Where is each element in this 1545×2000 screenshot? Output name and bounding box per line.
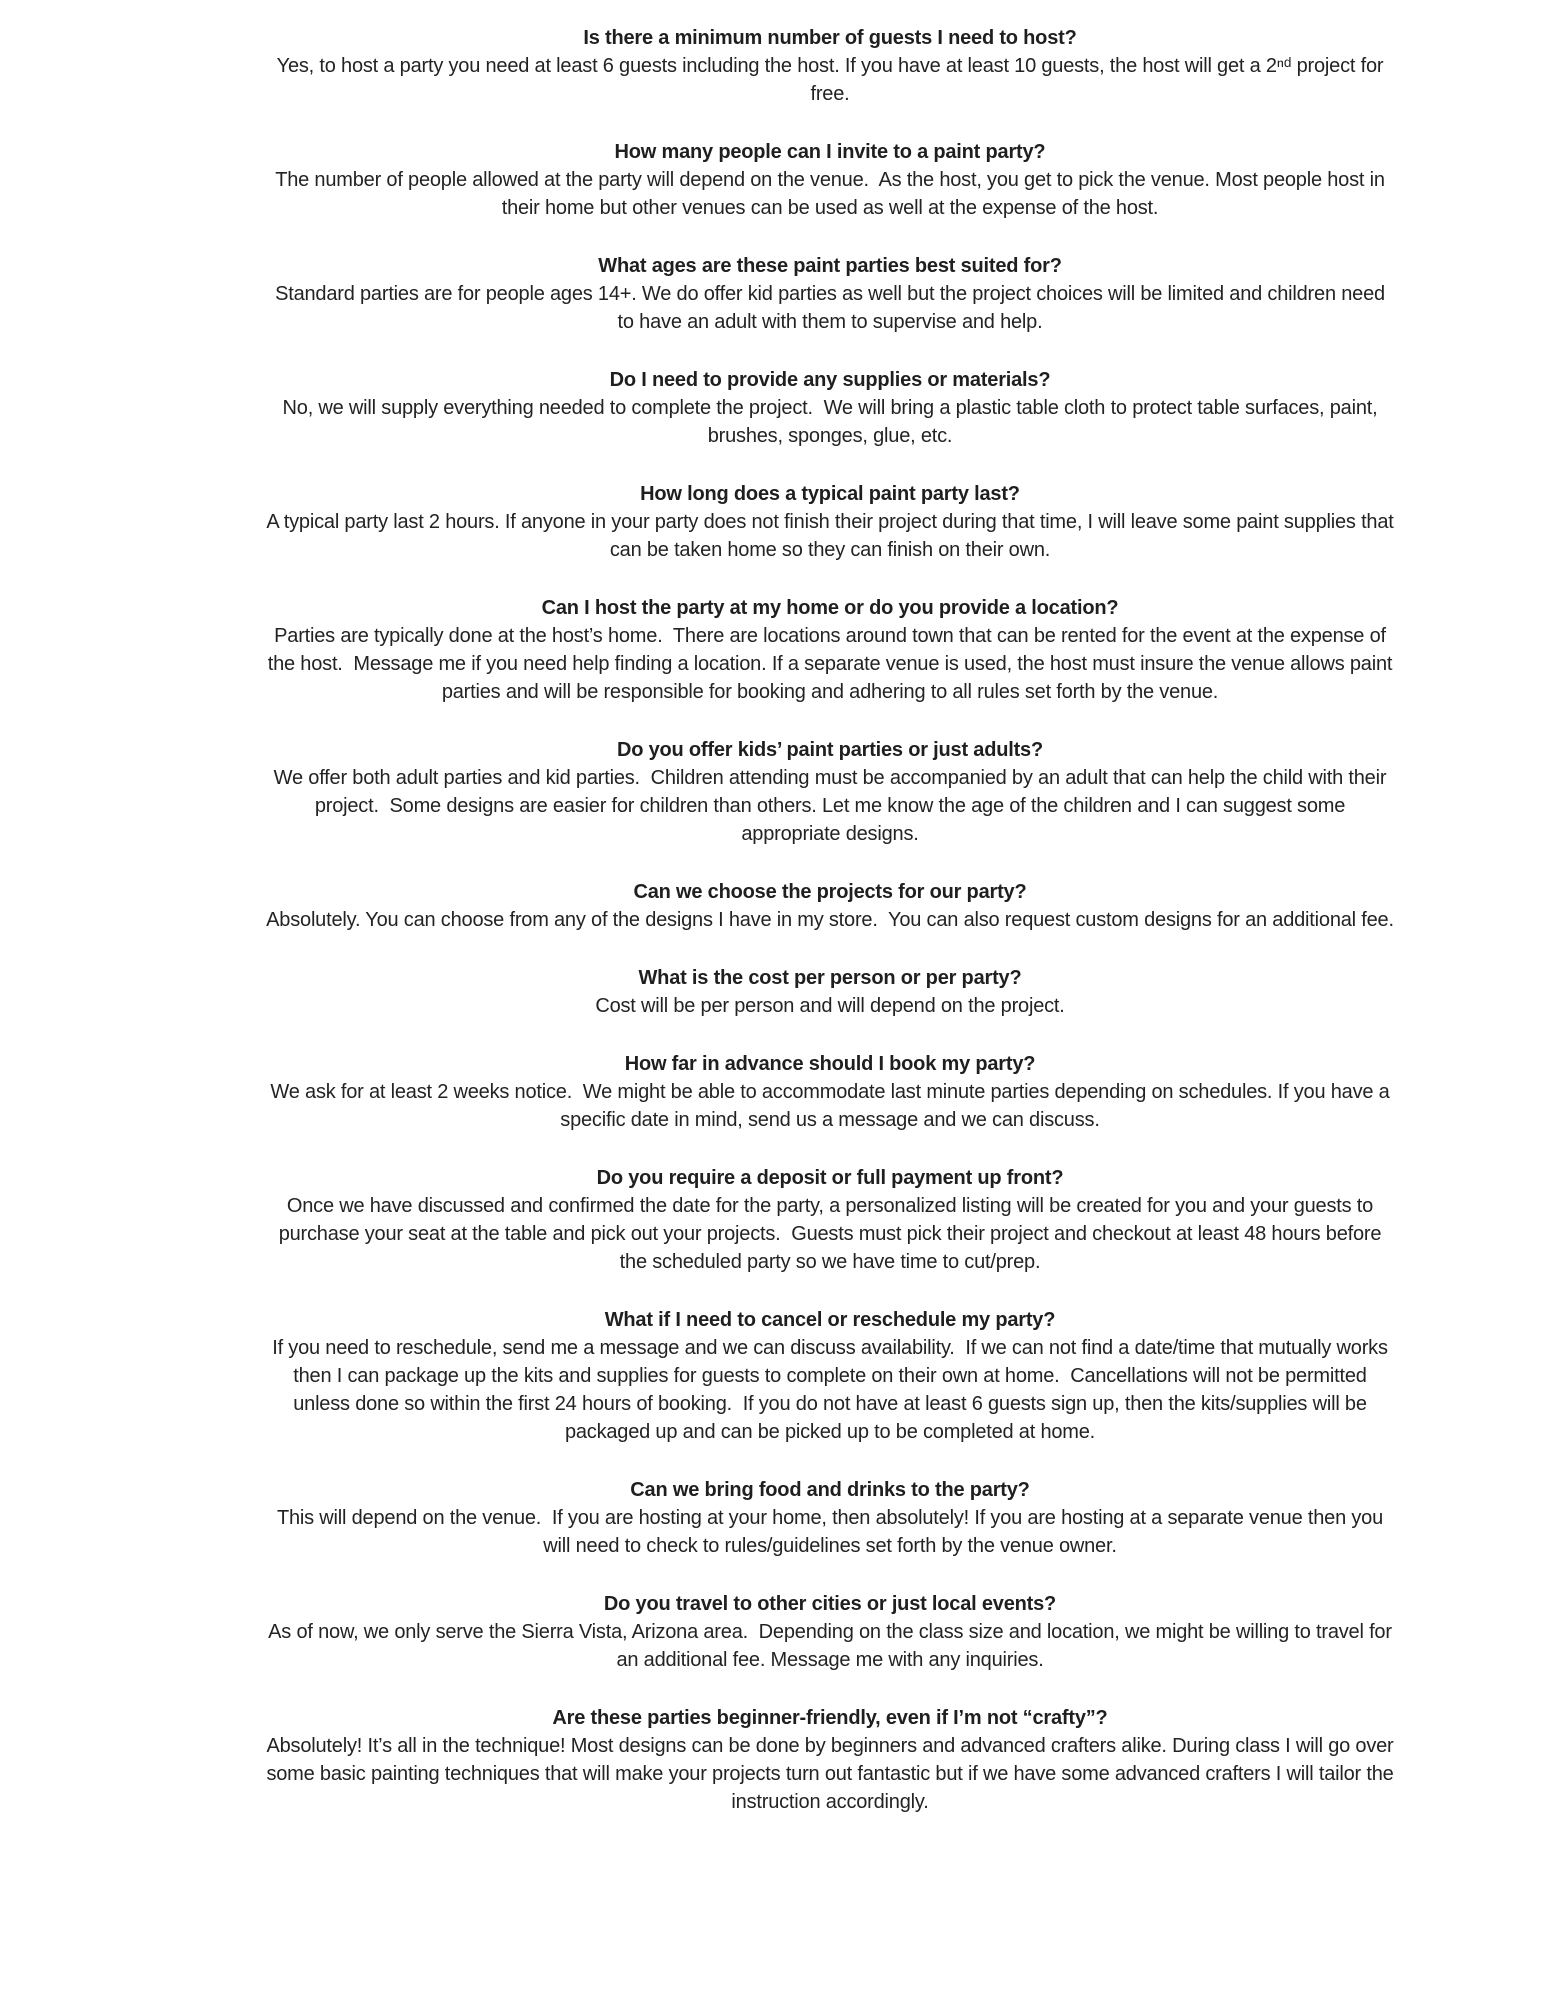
faq-answer: As of now, we only serve the Sierra Vista, Arizona area. Depending on the class size and location, we might be willing to travel for an additional fee. Message me with any inquiries. (268, 1621, 1398, 1671)
faq-answer: Absolutely! It’s all in the technique! Most designs can be done by beginners and advanced crafters alike. During class I will go over some basic painting techniques that will make your projects turn out fantastic but if we have some advanced crafters I will tailor the instruction accordingly. (266, 1735, 1399, 1813)
faq-question: Can we bring food and drinks to the party? (630, 1479, 1030, 1501)
faq-question: Are these parties beginner-friendly, even if I’m not “crafty”? (552, 1707, 1108, 1729)
faq-answer: Cost will be per person and will depend on the project. (595, 995, 1065, 1017)
faq-question: How far in advance should I book my party? (624, 1053, 1036, 1075)
faq-question: What is the cost per person or per party? (638, 967, 1022, 989)
faq-answer: This will depend on the venue. If you are hosting at your home, then absolutely! If you are hosting at a separate venue then you will need to check to rules/guidelines set forth by the venue owner. (276, 1507, 1389, 1557)
faq-answer: Parties are typically done at the host’s home. There are locations around town that can be rented for the event at the expense of the host. Message me if you need help finding a location. If a separate venue is used, the host must insure the venue allows paint parties and will be responsible for booking and adhering to all rules set forth by the venue. (267, 625, 1398, 703)
faq-item (265, 1590, 1398, 1674)
faq-answer: Once we have discussed and confirmed the date for the party, a personalized listing will be created for you and your guests to purchase your seat at the table and pick out your projects. Guests must pick their project and checkout at least 48 hours before the scheduled party so we have time to cut/prep. (278, 1195, 1387, 1273)
faq-question: Can we choose the projects for our party? (633, 881, 1027, 903)
faq-item (265, 366, 1395, 450)
faq-item (265, 252, 1395, 336)
faq-item (265, 1050, 1395, 1134)
faq-item (265, 736, 1395, 848)
faq-answer: Standard parties are for people ages 14+. We do offer kid parties as well but the project choices will be limited and children need to have an adult with them to supervise and help. (275, 283, 1391, 333)
faq-item (265, 1704, 1399, 1816)
faq-question: How many people can I invite to a paint party? (614, 141, 1046, 163)
faq-question: Do you travel to other cities or just local events? (603, 1593, 1057, 1615)
faq-answer: Yes, to host a party you need at least 6 guests including the host. If you have at least 10 guests, the host will get a 2ⁿᵈ project for free. (276, 55, 1389, 105)
faq-answer: Absolutely. You can choose from any of the designs I have in my store. You can also request custom designs for an additional fee. (266, 909, 1394, 931)
faq-question: What if I need to cancel or reschedule my party? (604, 1309, 1056, 1331)
faq-answer: We ask for at least 2 weeks notice. We might be able to accommodate last minute parties depending on schedules. If you have a specific date in mind, send us a message and we can discuss. (270, 1081, 1395, 1131)
faq-question: Do I need to provide any supplies or materials? (609, 369, 1051, 391)
faq-answer: The number of people allowed at the party will depend on the venue. As the host, you get to pick the venue. Most people host in their home but other venues can be used as well at the expense of the host. (275, 169, 1391, 219)
faq-item (265, 24, 1395, 108)
faq-question: Can I host the party at my home or do you provide a location? (541, 597, 1119, 619)
faq-question: Is there a minimum number of guests I need to host? (583, 27, 1077, 49)
faq-answer: We offer both adult parties and kid parties. Children attending must be accompanied by an adult that can help the child with their project. Some designs are easier for children than others. Let me know the age of the children and I can suggest some appropriate designs. (273, 767, 1392, 845)
faq-item (265, 1164, 1395, 1276)
faq-column (265, 24, 1399, 1846)
faq-item (265, 480, 1399, 564)
faq-answer: If you need to reschedule, send me a message and we can discuss availability. If we can not find a date/time that mutually works then I can package up the kits and supplies for guests to complete on their own at home. Cancellations will not be permitted unless done so within the first 24 hours of booking. If you do not have at least 6 guests sign up, then the kits/supplies will be packaged up and can be picked up to be completed at home. (272, 1337, 1394, 1443)
faq-answer: No, we will supply everything needed to complete the project. We will bring a plastic table cloth to protect table surfaces, paint, brushes, sponges, glue, etc. (282, 397, 1383, 447)
faq-question: Do you offer kids’ paint parties or just adults? (616, 739, 1043, 761)
faq-item (265, 594, 1398, 706)
faq-answer: A typical party last 2 hours. If anyone in your party does not finish their project during that time, I will leave some paint supplies that can be taken home so they can finish on their own. (266, 511, 1399, 561)
faq-question: Do you require a deposit or full payment up front? (596, 1167, 1064, 1189)
faq-question: How long does a typical paint party last? (640, 483, 1020, 505)
faq-item (265, 1476, 1395, 1560)
faq-item (265, 964, 1395, 1020)
faq-item (265, 138, 1395, 222)
faq-question: What ages are these paint parties best suited for? (598, 255, 1062, 277)
faq-item (265, 878, 1395, 934)
faq-item (265, 1306, 1395, 1446)
